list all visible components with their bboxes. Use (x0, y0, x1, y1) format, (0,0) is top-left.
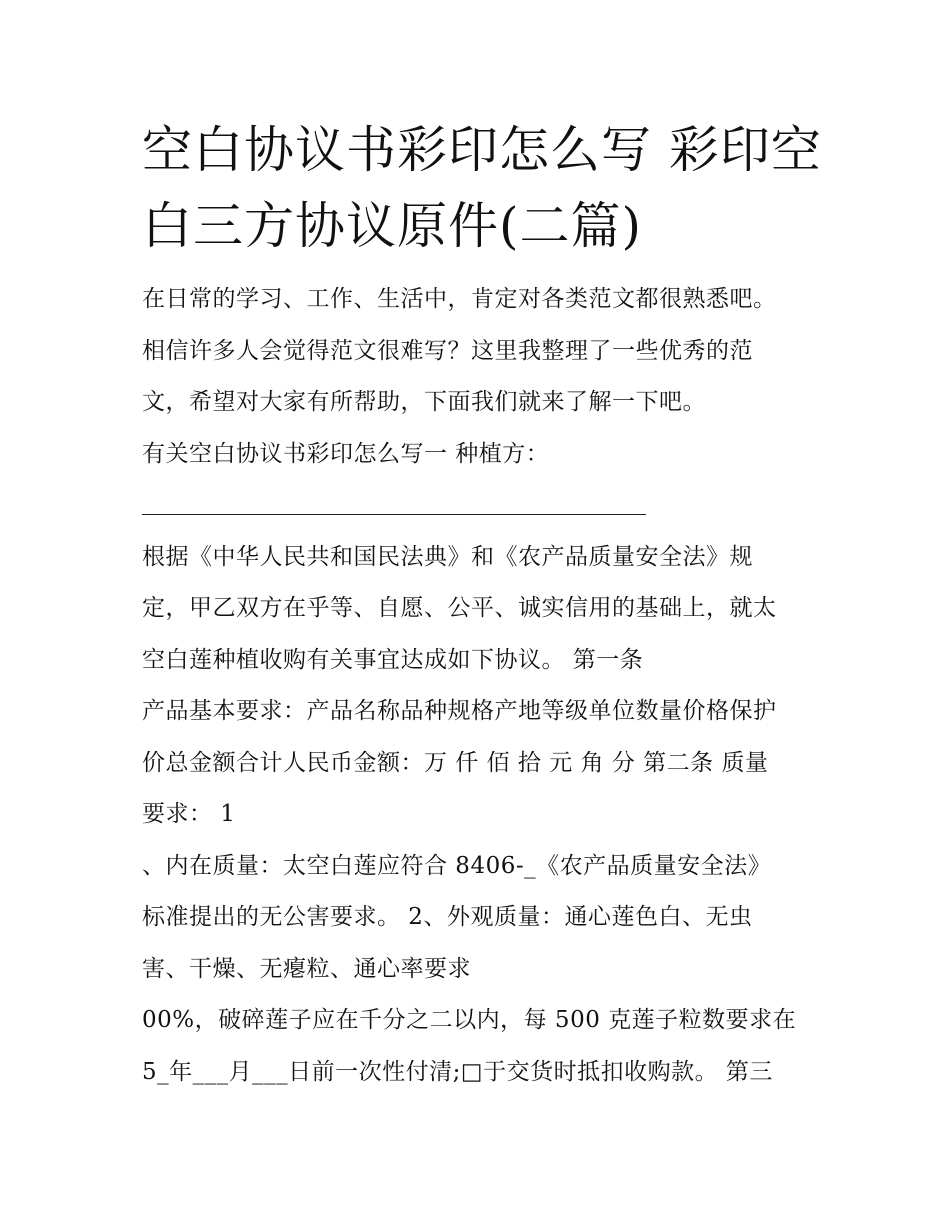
paragraph-line: 害、干燥、无瘪粒、通心率要求 (142, 955, 471, 982)
paragraph-line: 根据《中华人民共和国民法典》和《农产品质量安全法》规 (142, 543, 753, 570)
document-title (142, 112, 842, 264)
intro-line-1: 在日常的学习、工作、生活中，肯定对各类范文都很熟悉吧。 (142, 286, 777, 312)
paragraph-line: 定，甲乙双方在乎等、自愿、公平、诚实信用的基础上，就太 (142, 595, 777, 621)
document-body (142, 279, 832, 1103)
paragraph-line: 、内在质量：太空白莲应符合 8406-_《农产品质量安全法》 (142, 852, 772, 879)
section-heading: 有关空白协议书彩印怎么写一 种植方： (142, 440, 550, 467)
paragraph-line: 产品基本要求：产品名称品种规格产地等级单位数量价格保护 (142, 698, 777, 724)
paragraph-line: 空白莲种植收购有关事宜达成如下协议。 第一条 (142, 646, 644, 673)
paragraph-line: 5_年___月___日前一次性付清;□于交货时抵扣收购款。 第三 (142, 1058, 773, 1085)
paragraph-line: 标准提出的无公害要求。 2、外观质量：通心莲色白、无虫 (142, 904, 753, 930)
title-line-2: 白三方协议原件(二篇) (142, 197, 643, 255)
title-line-1: 空白协议书彩印怎么写 彩印空 (142, 121, 822, 179)
intro-line-2: 相信许多人会觉得范文很难写？这里我整理了一些优秀的范 (142, 337, 753, 364)
paragraph-line: 要求： 1 (142, 801, 236, 827)
intro-line-3: 文，希望对大家有所帮助，下面我们就来了解一下吧。 (142, 389, 706, 415)
blank-fill-line (142, 485, 832, 525)
paragraph-line: 价总金额合计人民币金额：万 仟 佰 拾 元 角 分 第二条 质量 (142, 749, 769, 776)
paragraph-line: 00%，破碎莲子应在千分之二以内，每 500 克莲子粒数要求在 (142, 1007, 797, 1033)
